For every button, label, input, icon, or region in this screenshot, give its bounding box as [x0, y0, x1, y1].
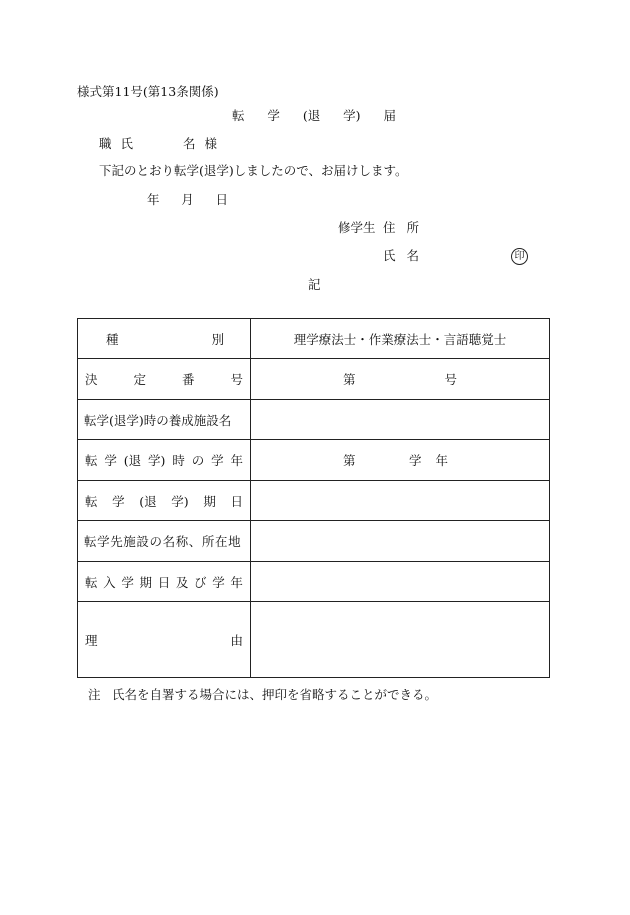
row-decision-number	[78, 359, 550, 400]
label-cell: 転 学 (退 学) 時 の 学 年	[78, 440, 251, 481]
name-label: 氏 名	[383, 248, 419, 263]
value-cell[interactable]	[251, 602, 550, 678]
row-facility-name	[78, 400, 550, 440]
note-prefix: 注	[88, 687, 101, 702]
value-cell: 理学療法士・作業療法士・言語聴覚士	[251, 319, 550, 359]
record-heading: 記	[308, 277, 321, 292]
form-title	[232, 110, 396, 123]
label-cell: 転 入 学 期 日 及 び 学 年	[78, 562, 251, 602]
address-label: 住 所	[383, 220, 419, 235]
label-cell: 理 由	[78, 602, 251, 678]
row-reason	[78, 602, 550, 678]
value-cell: 第 学 年	[251, 440, 550, 481]
note-text: 氏名を自署する場合には、押印を省略することができる。	[112, 687, 438, 702]
label-cell: 転学(退学)時の養成施設名	[78, 400, 251, 440]
row-enrollment	[78, 562, 550, 602]
body-text: 下記のとおり転学(退学)しましたので、お届けします。	[99, 163, 408, 178]
row-destination	[78, 521, 550, 562]
value-cell[interactable]	[251, 562, 550, 602]
value-cell: 第 号	[251, 359, 550, 400]
title-char: (退	[302, 108, 321, 123]
seal-icon: 印	[511, 248, 528, 265]
label-cell: 転 学 (退 学) 期 日	[78, 481, 251, 521]
label-cell: 種 別	[78, 319, 251, 359]
applicant-label: 修学生	[338, 220, 376, 235]
row-date	[78, 481, 550, 521]
details-table	[77, 318, 550, 678]
addressee-right: 名 様	[183, 136, 217, 151]
seal-mark	[511, 248, 528, 265]
value-cell[interactable]	[251, 400, 550, 440]
title-char: 学	[267, 108, 280, 123]
title-char: 届	[383, 108, 396, 123]
row-category	[78, 319, 550, 359]
form-number: 様式第11号(第13条関係)	[77, 84, 219, 99]
label-cell: 転学先施設の名称、所在地	[78, 521, 251, 562]
label-cell: 決 定 番 号	[78, 359, 251, 400]
value-cell[interactable]	[251, 521, 550, 562]
date-line: 年 月 日	[147, 192, 228, 207]
row-grade	[78, 440, 550, 481]
title-char: 学)	[343, 108, 361, 123]
addressee-left: 職 氏	[99, 136, 133, 151]
title-char: 転	[232, 108, 245, 123]
value-cell[interactable]	[251, 481, 550, 521]
